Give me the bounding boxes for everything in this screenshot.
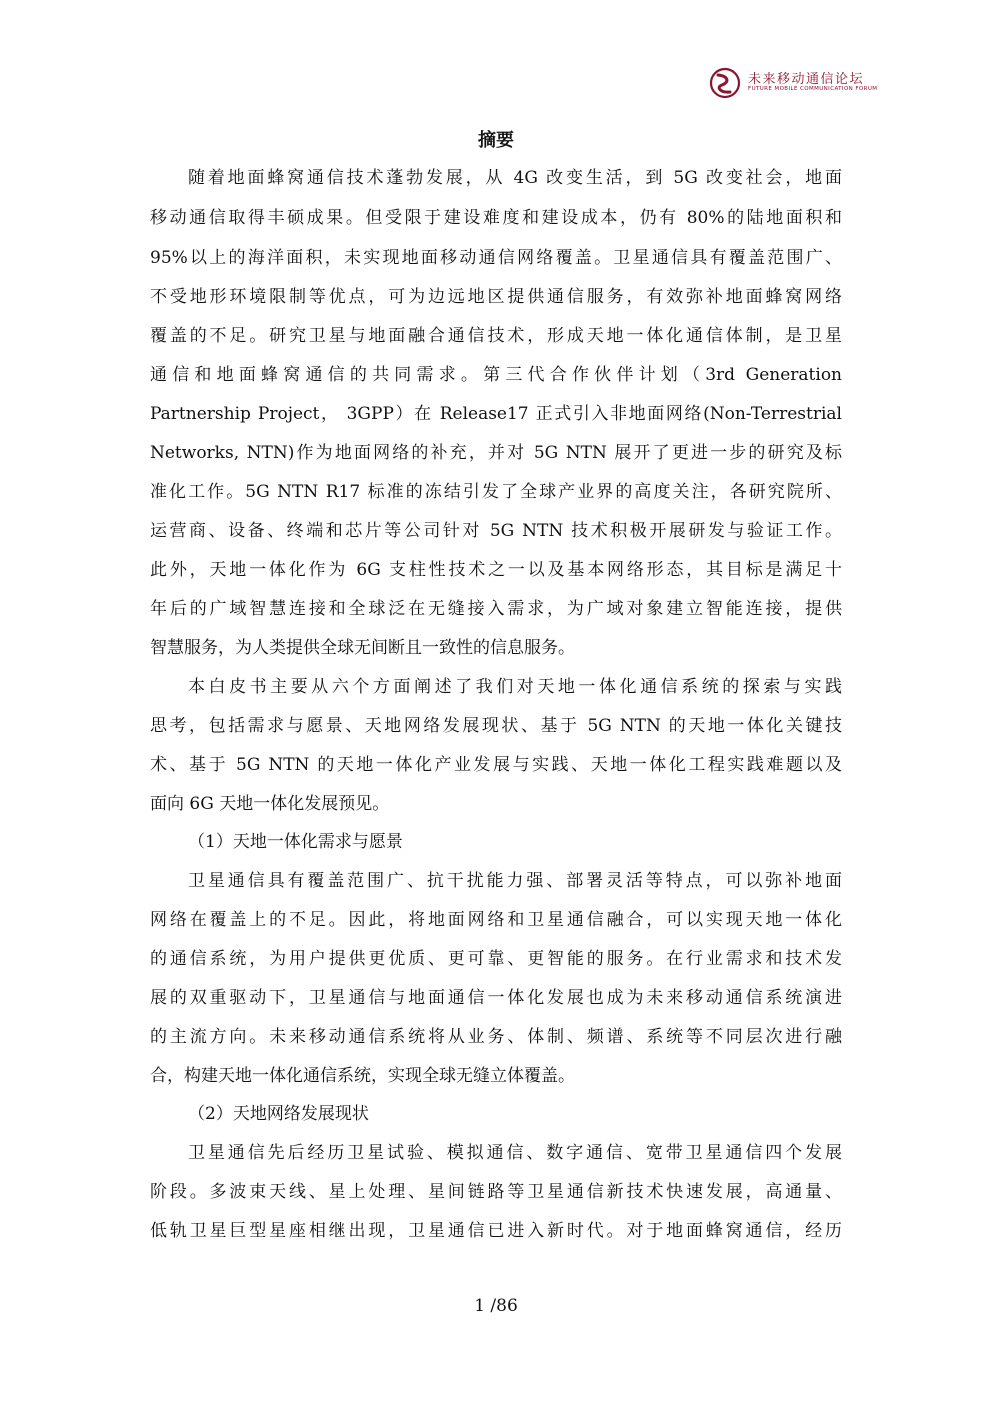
- paragraph-line: 展的双重驱动下，卫星通信与地面通信一体化发展也成为未来移动通信系统演进: [150, 988, 842, 1008]
- paragraph-line: 准化工作。5G NTN R17 标准的冻结引发了全球产业界的高度关注，各研究院所、: [150, 482, 842, 502]
- paragraph-line: 随着地面蜂窝通信技术蓬勃发展，从 4G 改变生活，到 5G 改变社会，地面: [188, 168, 842, 188]
- paragraph-line: 卫星通信先后经历卫星试验、模拟通信、数字通信、宽带卫星通信四个发展: [188, 1143, 842, 1163]
- paragraph-line: 合，构建天地一体化通信系统，实现全球无缝立体覆盖。: [150, 1066, 575, 1086]
- forum-logo-icon: [708, 66, 742, 100]
- paragraph-line: 移动通信取得丰硕成果。但受限于建设难度和建设成本，仍有 80%的陆地面积和: [150, 208, 842, 228]
- paragraph-line: Networks, NTN)作为地面网络的补充，并对 5G NTN 展开了更进一步的研究及标: [150, 443, 842, 463]
- paragraph-line: 的通信系统，为用户提供更优质、更可靠、更智能的服务。在行业需求和技术发: [150, 949, 842, 969]
- paragraph-line: 网络在覆盖上的不足。因此，将地面网络和卫星通信融合，可以实现天地一体化: [150, 910, 842, 930]
- forum-logo: [708, 64, 888, 104]
- paragraph-line: 术、基于 5G NTN 的天地一体化产业发展与实践、天地一体化工程实践难题以及: [150, 755, 842, 775]
- paragraph-line: 的主流方向。未来移动通信系统将从业务、体制、频谱、系统等不同层次进行融: [150, 1027, 842, 1047]
- paragraph-line: 思考，包括需求与愿景、天地网络发展现状、基于 5G NTN 的天地一体化关键技: [150, 716, 842, 736]
- paragraph-line: 面向 6G 天地一体化发展预见。: [150, 794, 390, 814]
- paragraph-line: 不受地形环境限制等优点，可为边远地区提供通信服务，有效弥补地面蜂窝网络: [150, 287, 842, 307]
- paragraph-line: 覆盖的不足。研究卫星与地面融合通信技术，形成天地一体化通信体制，是卫星: [150, 326, 842, 346]
- paragraph-line: 本白皮书主要从六个方面阐述了我们对天地一体化通信系统的探索与实践: [188, 677, 842, 697]
- paragraph-line: Partnership Project， 3GPP）在 Release17 正式引入非地面网络(Non-Terrestrial: [150, 404, 842, 424]
- logo-english-text: FUTURE MOBILE COMMUNICATION FORUM: [748, 86, 878, 92]
- paragraph-line: 95%以上的海洋面积，未实现地面移动通信网络覆盖。卫星通信具有覆盖范围广、: [150, 248, 842, 268]
- logo-chinese-text: 未来移动通信论坛: [748, 72, 865, 87]
- page-number: 1 /86: [474, 1296, 518, 1316]
- page-title: 摘要: [478, 130, 514, 151]
- paragraph-line: 运营商、设备、终端和芯片等公司针对 5G NTN 技术积极开展研发与验证工作。: [150, 521, 842, 541]
- paragraph-line: 此外，天地一体化作为 6G 支柱性技术之一以及基本网络形态，其目标是满足十: [150, 560, 842, 580]
- paragraph-line: 年后的广域智慧连接和全球泛在无缝接入需求，为广域对象建立智能连接，提供: [150, 599, 842, 619]
- paragraph-line: 智慧服务，为人类提供全球无间断且一致性的信息服务。: [150, 638, 575, 658]
- paragraph-line: 卫星通信具有覆盖范围广、抗干扰能力强、部署灵活等特点，可以弥补地面: [188, 871, 842, 891]
- paragraph-line: 通信和地面蜂窝通信的共同需求。第三代合作伙伴计划（3rd Generation: [150, 365, 842, 385]
- section-heading: （1）天地一体化需求与愿景: [188, 832, 403, 852]
- section-heading: （2）天地网络发展现状: [188, 1104, 369, 1124]
- paragraph-line: 低轨卫星巨型星座相继出现，卫星通信已进入新时代。对于地面蜂窝通信，经历: [150, 1221, 842, 1241]
- paragraph-line: 阶段。多波束天线、星上处理、星间链路等卫星通信新技术快速发展，高通量、: [150, 1182, 842, 1202]
